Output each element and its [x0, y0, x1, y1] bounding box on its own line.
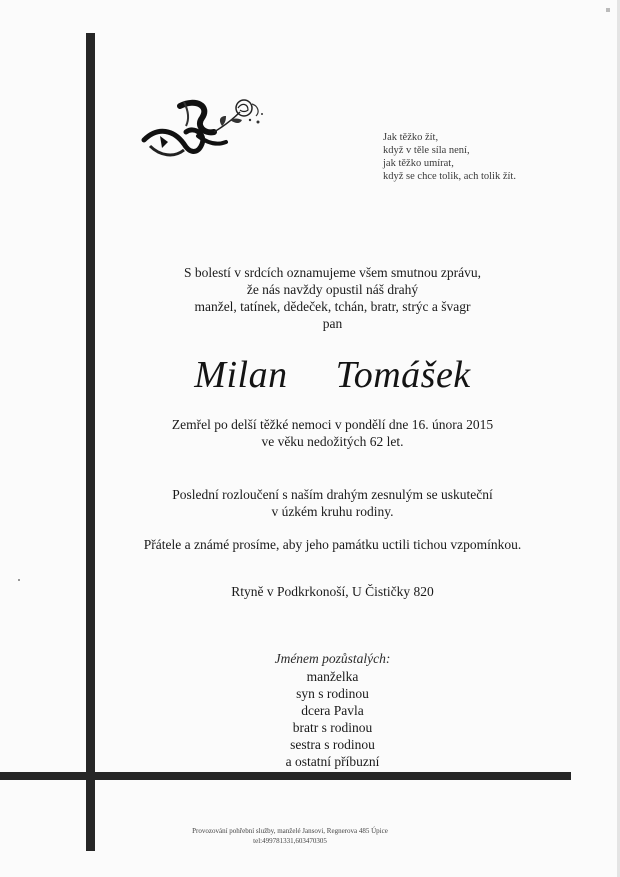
- scan-speck: [18, 579, 20, 581]
- poem-line: Jak těžko žít,: [383, 132, 439, 143]
- survivors: [95, 650, 570, 770]
- poem: [383, 131, 516, 183]
- survivors-heading: Jménem pozůstalých:: [274, 651, 391, 666]
- death-notice: [95, 416, 570, 450]
- announcement-line: S bolestí v srdcích oznamujeme všem smutnou zprávu,: [184, 265, 481, 280]
- rose-ribbon-icon: [140, 96, 270, 166]
- farewell-notice: [95, 486, 570, 520]
- announcement-line: manžel, tatínek, dědeček, tchán, bratr, strýc a švagr: [194, 299, 471, 314]
- poem-line: když v těle síla není,: [383, 145, 470, 156]
- deceased-name: Milan Tomášek: [194, 354, 471, 396]
- announcement: [95, 264, 570, 332]
- farewell-line: Poslední rozloučení s naším drahým zesnulým se uskuteční: [172, 487, 493, 502]
- survivor-item: dcera Pavla: [301, 703, 364, 718]
- frame-vertical-line: [86, 33, 95, 851]
- address: Rtyně v Podkrkonoší, U Čističky 820: [231, 584, 434, 599]
- survivor-item: bratr s rodinou: [292, 720, 373, 735]
- footer-line: Provozování pohřební služby, manželé Jansovi, Regnerova 485 Úpice: [192, 827, 388, 835]
- survivor-item: syn s rodinou: [296, 686, 369, 701]
- footer-phone: tel:499781331,603470305: [253, 837, 327, 845]
- announcement-line: pan: [322, 316, 343, 331]
- frame-horizontal-line: [0, 772, 571, 780]
- farewell-line: v úzkém kruhu rodiny.: [271, 504, 394, 519]
- announcement-line: že nás navždy opustil náš drahý: [246, 282, 419, 297]
- death-notice-line: ve věku nedožitých 62 let.: [261, 434, 404, 449]
- survivor-item: sestra s rodinou: [290, 737, 375, 752]
- survivor-item: manželka: [306, 669, 359, 684]
- death-notice-line: Zemřel po delší těžké nemoci v pondělí dne 16. února 2015: [171, 417, 494, 432]
- poem-line: jak těžko umírat,: [383, 158, 454, 169]
- poem-line: když se chce tolik, ach tolik žít.: [383, 171, 516, 182]
- scan-corner-mark: [606, 8, 610, 12]
- friends-request: Přátele a známé prosíme, aby jeho památku uctili tichou vzpomínkou.: [143, 537, 522, 552]
- funeral-service-footer: [160, 826, 420, 846]
- survivor-item: a ostatní příbuzní: [285, 754, 380, 769]
